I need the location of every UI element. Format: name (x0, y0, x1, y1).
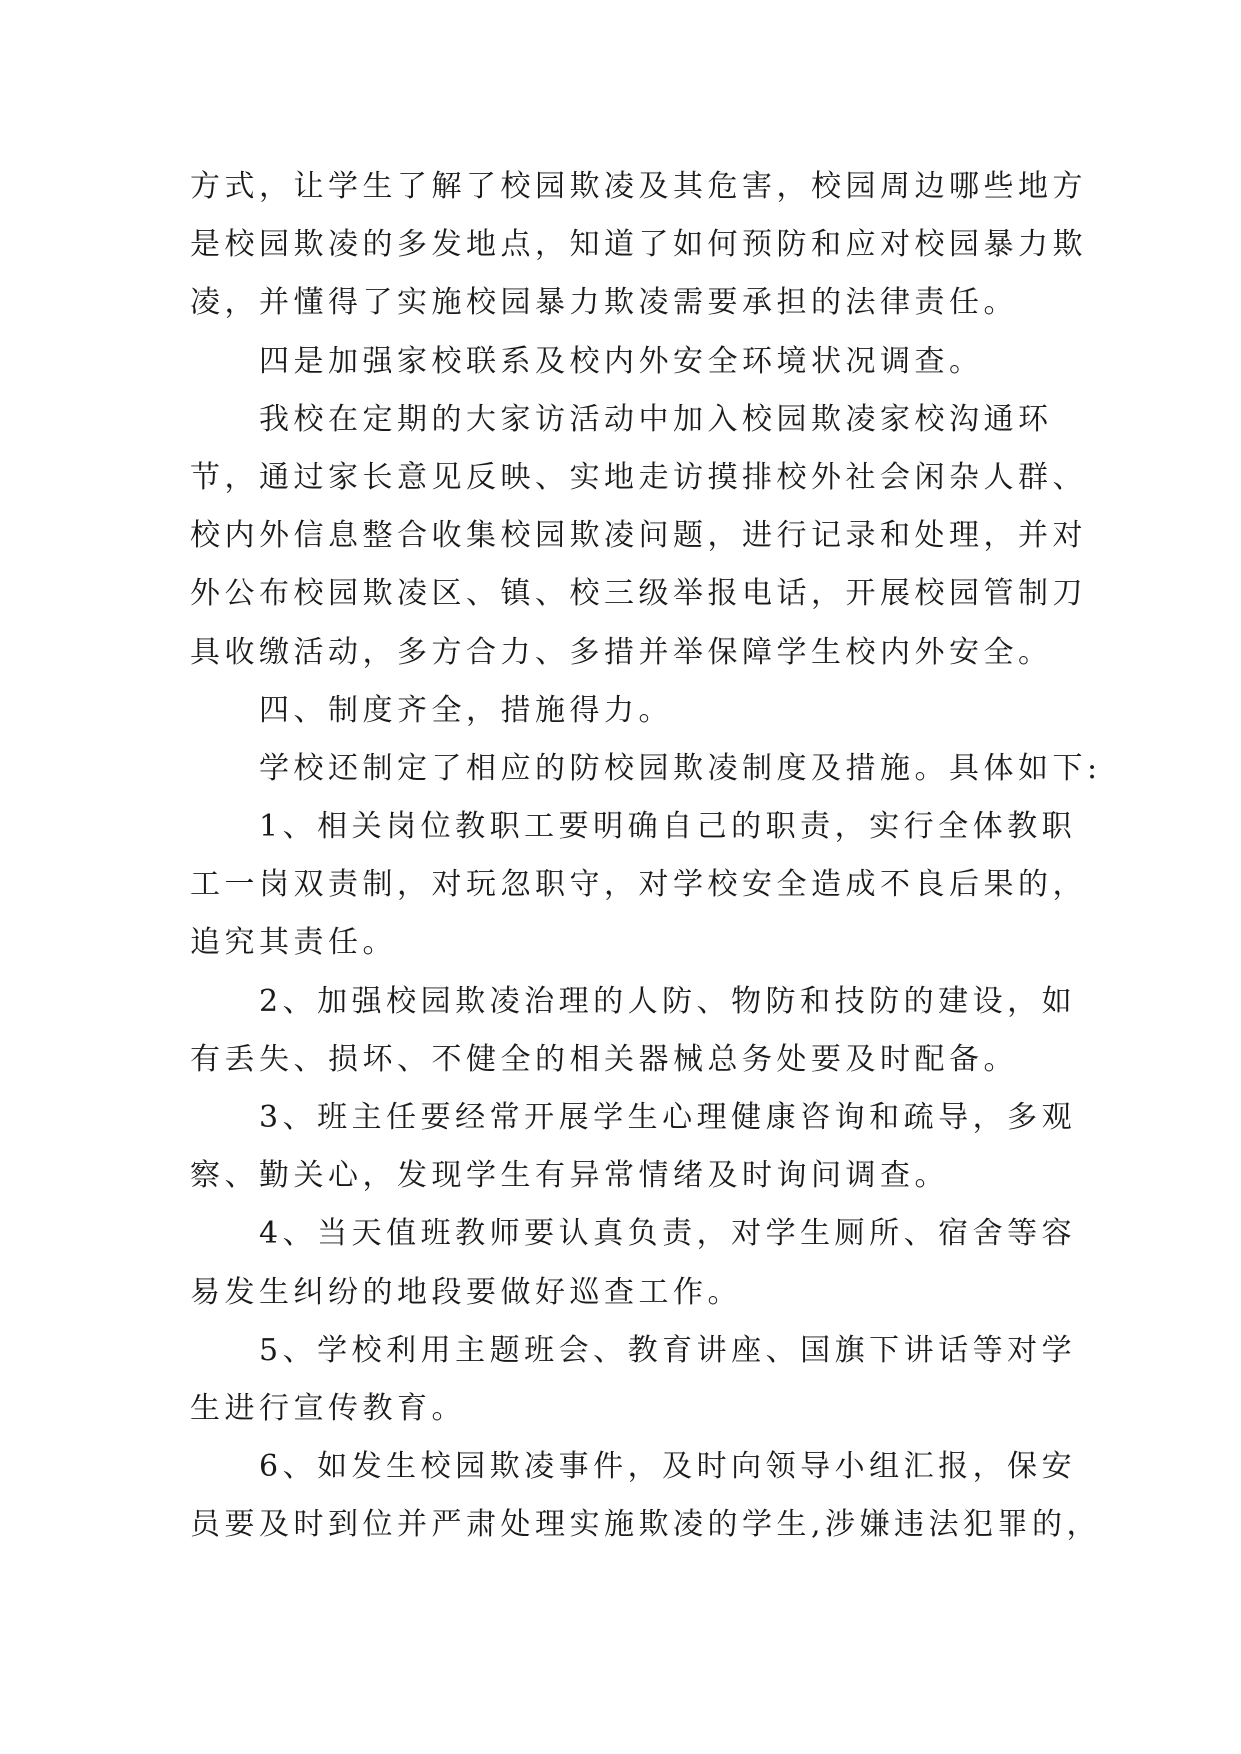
text-line: 具收缴活动，多方合力、多措并举保障学生校内外安全。 (190, 634, 1053, 670)
text-line: 凌，并懂得了实施校园暴力欺凌需要承担的法律责任。 (190, 285, 1018, 321)
text-line: 易发生纠纷的地段要做好巡查工作。 (190, 1274, 742, 1310)
text-line: 3、班主任要经常开展学生心理健康咨询和疏导，多观 (190, 1100, 1077, 1135)
text-line: 节，通过家长意见反映、实地走访摸排校外社会闲杂人群、 (190, 459, 1087, 495)
text-line: 是校园欺凌的多发地点，知道了如何预防和应对校园暴力欺 (190, 227, 1087, 263)
text-line: 追究其责任。 (190, 925, 397, 961)
text-line: 校内外信息整合收集校园欺凌问题，进行记录和处理，并对 (190, 518, 1087, 554)
text-line: 学校还制定了相应的防校园欺凌制度及措施。具体如下: (190, 750, 1102, 786)
text-line: 6、如发生校园欺凌事件，及时向领导小组汇报，保安 (190, 1449, 1077, 1485)
text-line: 外公布校园欺凌区、镇、校三级举报电话，开展校园管制刀 (190, 576, 1087, 612)
text-line: 察、勤关心，发现学生有异常情绪及时询问调查。 (190, 1158, 949, 1194)
text-line: 1、相关岗位教职工要明确自己的职责，实行全体教职 (190, 809, 1077, 845)
text-line: 方式，让学生了解了校园欺凌及其危害，校园周边哪些地方 (190, 169, 1087, 204)
text-line: 有丢失、损坏、不健全的相关器械总务处要及时配备。 (190, 1041, 1018, 1077)
text-line: 5、学校利用主题班会、教育讲座、国旗下讲话等对学 (190, 1332, 1077, 1368)
text-line: 四是加强家校联系及校内外安全环境状况调查。 (190, 343, 984, 379)
text-line: 4、当天值班教师要认真负责，对学生厕所、宿舍等容 (190, 1216, 1077, 1252)
text-line: 四、制度齐全，措施得力。 (190, 692, 673, 728)
text-line: 2、加强校园欺凌治理的人防、物防和技防的建设，如 (190, 983, 1077, 1019)
text-line: 生进行宣传教育。 (190, 1390, 466, 1426)
text-line: 工一岗双责制，对玩忽职守，对学校安全造成不良后果的， (190, 867, 1087, 903)
text-line: 员要及时到位并严肃处理实施欺凌的学生,涉嫌违法犯罪的， (190, 1507, 1102, 1543)
text-line: 我校在定期的大家访活动中加入校园欺凌家校沟通环 (190, 401, 1053, 437)
document-body (190, 158, 1102, 1555)
